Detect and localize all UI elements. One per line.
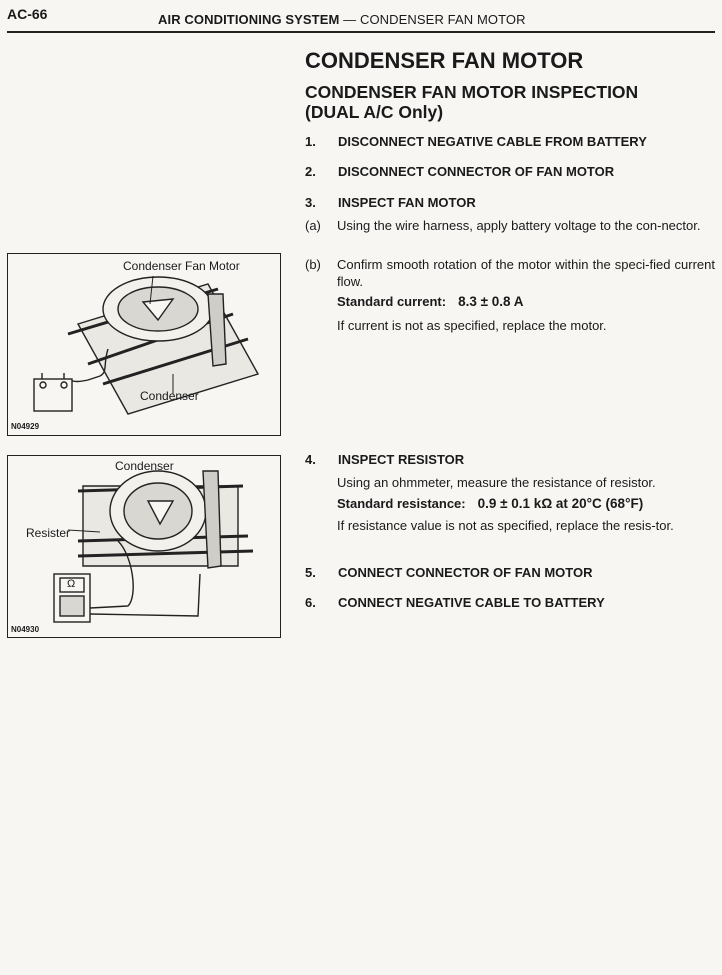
step-number: 4. <box>305 452 316 467</box>
section-title-line2: (DUAL A/C Only) <box>305 102 444 122</box>
running-header <box>158 12 526 27</box>
sub-item-text: Using the wire harness, apply battery voltage to the con-nector. <box>337 218 701 233</box>
figure-resistor-test <box>7 455 281 638</box>
step-number: 2. <box>305 164 316 179</box>
step-text: INSPECT RESISTOR <box>338 452 465 467</box>
section-title <box>305 82 705 122</box>
step-text: DISCONNECT CONNECTOR OF FAN MOTOR <box>338 164 615 179</box>
label-condenser: Condenser <box>140 389 199 403</box>
header-section: AIR CONDITIONING SYSTEM <box>158 12 340 27</box>
spec-value: 0.9 ± 0.1 kΩ at 20°C (68°F) <box>477 496 644 511</box>
step-text: DISCONNECT NEGATIVE CABLE FROM BATTERY <box>338 134 647 149</box>
current-note: If current is not as specified, replace the motor. <box>337 318 607 333</box>
sub-item-label: (b) <box>305 257 321 272</box>
resistance-note: If resistance value is not as specified, replace the resis-tor. <box>337 518 674 533</box>
step-text: CONNECT NEGATIVE CABLE TO BATTERY <box>338 595 605 610</box>
page-number: AC-66 <box>7 6 48 22</box>
header-separator: — <box>343 12 357 27</box>
step-text: INSPECT FAN MOTOR <box>338 195 476 210</box>
spec-label: Standard current: <box>337 294 447 309</box>
label-resister: Resister <box>26 526 71 540</box>
header-subsection: CONDENSER FAN MOTOR <box>359 12 526 27</box>
label-condenser: Condenser <box>115 459 174 473</box>
spec-label: Standard resistance: <box>337 496 466 511</box>
step-number: 5. <box>305 565 316 580</box>
spec-value: 8.3 ± 0.8 A <box>458 294 524 309</box>
fan-motor-illustration <box>8 254 280 435</box>
standard-resistance-spec <box>337 496 643 511</box>
resistor-illustration <box>8 456 280 637</box>
sub-item-text: Confirm smooth rotation of the motor within the speci-fied current flow. <box>337 257 715 289</box>
page-title: CONDENSER FAN MOTOR <box>305 48 584 73</box>
figure-id: N04929 <box>11 422 40 431</box>
label-condenser-fan-motor: Condenser Fan Motor <box>123 259 240 273</box>
figure-id: N04930 <box>11 625 40 634</box>
figure-fan-motor-test <box>7 253 281 436</box>
ohmmeter-instruction: Using an ohmmeter, measure the resistance of resistor. <box>337 475 656 490</box>
step-text: CONNECT CONNECTOR OF FAN MOTOR <box>338 565 593 580</box>
header-rule <box>7 31 715 33</box>
ohm-symbol: Ω <box>67 578 76 590</box>
sub-item-label: (a) <box>305 218 321 233</box>
step-number: 1. <box>305 134 316 149</box>
step-number: 3. <box>305 195 316 210</box>
standard-current-spec <box>337 294 524 309</box>
section-title-line1: CONDENSER FAN MOTOR INSPECTION <box>305 82 639 102</box>
step-number: 6. <box>305 595 316 610</box>
